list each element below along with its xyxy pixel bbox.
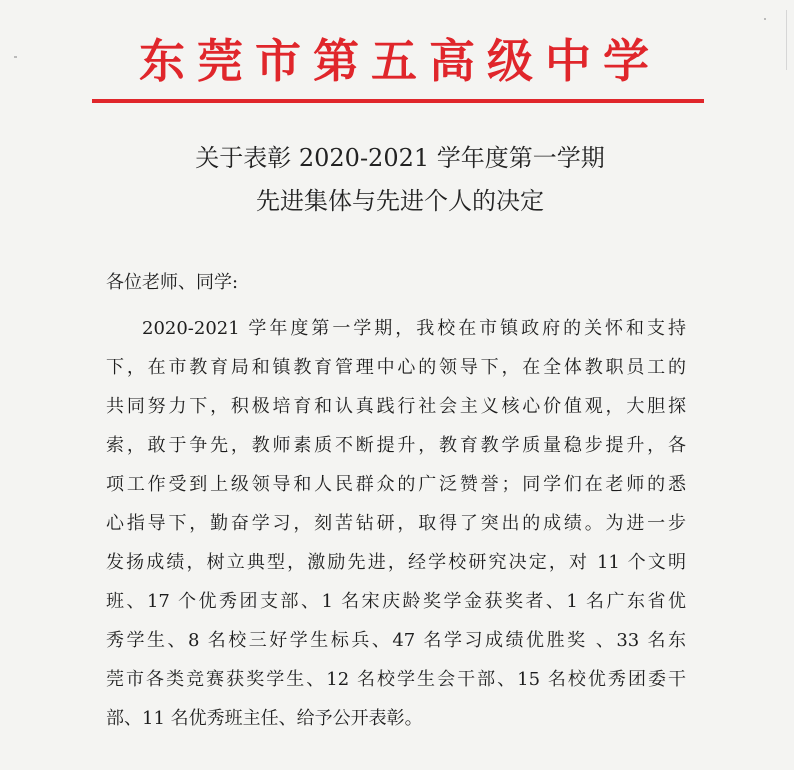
- body-line: 秀学生、8 名校三好学生标兵、47 名学习成绩优胜奖 、33 名东: [106, 630, 686, 651]
- body-line: 莞市各类竞赛获奖学生、12 名校学生会干部、15 名校优秀团委干: [106, 669, 686, 690]
- body-line: 共同努力下，积极培育和认真践行社会主义核心价值观，大胆探: [106, 396, 686, 417]
- body-line: 下，在市教育局和镇教育管理中心的领导下，在全体教职员工的: [106, 357, 686, 378]
- scan-edge: [786, 10, 787, 70]
- letterhead-title: 东莞市第五高级中学: [139, 34, 661, 88]
- body-line: 索，敢于争先，教师素质不断提升，教育教学质量稳步提升，各: [106, 435, 686, 456]
- document-title-line-2: 先进集体与先进个人的决定: [256, 187, 544, 215]
- body-line: 发扬成绩，树立典型，激励先进，经学校研究决定，对 11 个文明: [106, 552, 686, 573]
- body-line: 部、11 名优秀班主任、给予公开表彰。: [106, 708, 423, 729]
- body-line: 班、17 个优秀团支部、1 名宋庆龄奖学金获奖者、1 名广东省优: [106, 591, 686, 612]
- scan-speck: [764, 18, 766, 20]
- body-line: 心指导下，勤奋学习，刻苦钻研，取得了突出的成绩。为进一步: [106, 513, 686, 534]
- salutation: 各位老师、同学:: [106, 272, 239, 293]
- document-title-line-1: 关于表彰 2020-2021 学年度第一学期: [195, 144, 605, 172]
- body-line: 项工作受到上级领导和人民群众的广泛赞誉；同学们在老师的悉: [106, 474, 686, 495]
- letterhead-rule: [92, 99, 704, 103]
- body-line: 2020-2021 学年度第一学期，我校在市镇政府的关怀和支持: [142, 318, 686, 339]
- scan-speck: [14, 56, 17, 58]
